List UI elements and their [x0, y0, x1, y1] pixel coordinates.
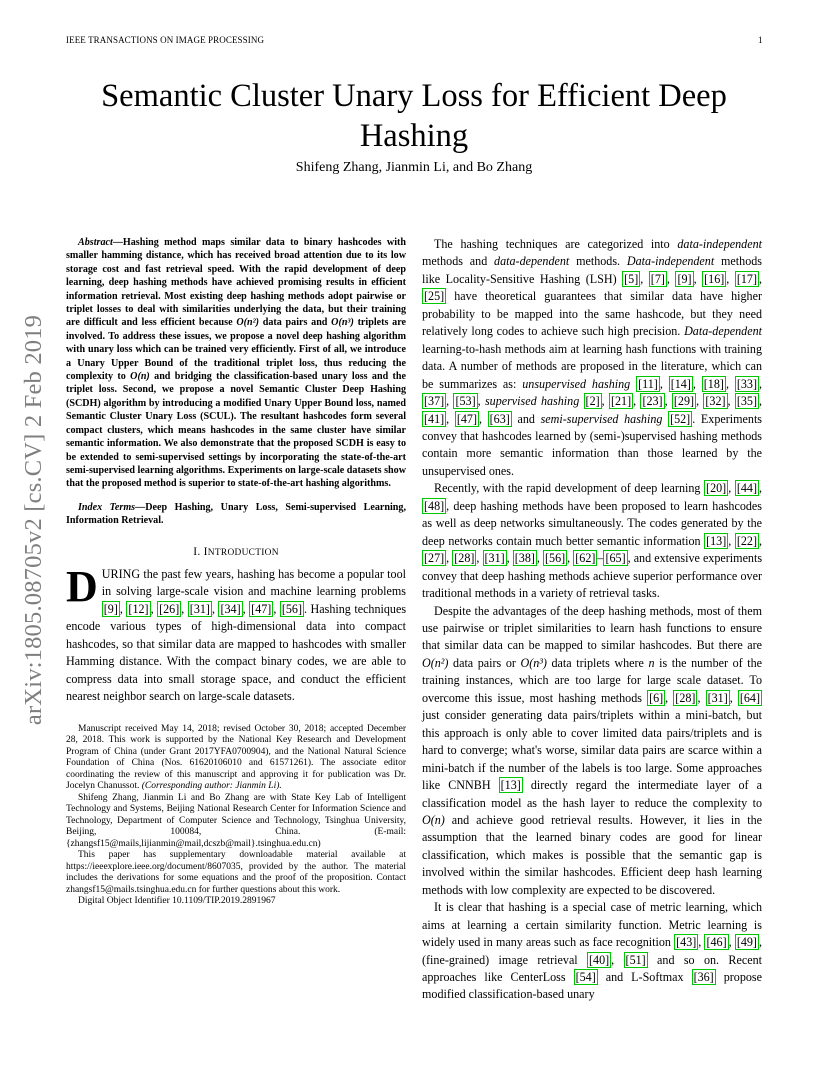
abstract-label: Abstract [78, 237, 113, 248]
drop-cap: D [66, 561, 98, 611]
citation-link[interactable]: [44] [736, 481, 757, 496]
citation-link[interactable]: [23] [642, 394, 663, 409]
paragraph-deep-hashing: Recently, with the rapid development of deep learning [20] , [44] , [48] , deep hashing methods have been proposed to learn hashcodes as well as deep networks simultaneously. The codes generated by the deep networks contain much better semantic information [13] , [22] , [27] , [28] , [31] , [38] , [56] , [62] – [65] , and extensive experiments convey that deep hashing methods achieve superior performance over traditional methods in a variety of retrieval tasks. [422, 481, 763, 601]
citation-link[interactable]: [31] [707, 690, 728, 705]
footnote-doi: Digital Object Identifier 10.1109/TIP.2019.2891967 [78, 896, 276, 907]
citation-link[interactable]: [38] [514, 551, 535, 566]
citation-link[interactable]: [33] [736, 376, 757, 391]
citation-link[interactable]: [35] [736, 394, 757, 409]
citation-link[interactable]: [5] [624, 271, 639, 286]
citation-link[interactable]: [32] [705, 394, 726, 409]
index-terms-label: Index Terms [78, 501, 136, 513]
citation-link[interactable]: [43] [676, 935, 697, 950]
citation-link[interactable]: [2] [585, 394, 600, 409]
citation-link[interactable]: [34] [220, 601, 241, 616]
citation-link[interactable]: [65] [605, 551, 626, 566]
page-number: 1 [758, 35, 763, 45]
citation-link[interactable]: [48] [424, 498, 445, 513]
section-heading-introduction: I. INTRODUCTION [193, 545, 279, 558]
citation-link[interactable]: [13] [500, 778, 521, 793]
citation-link[interactable]: [56] [281, 601, 303, 616]
citation-link[interactable]: [29] [673, 394, 695, 409]
citation-link[interactable]: [40] [589, 952, 610, 967]
abstract: Abstract—Hashing method maps similar data to binary hashcodes with smaller hamming distance, which has received broad attention due to its low storage cost and fast retrieval speed. With the rapid development of deep learning, deep hashing methods have achieved promising results in efficient information retrieval. Most existing deep hashing methods adopt pairwise or triplet losses to deal with similarities underlying the data, but their training are difficult and less efficient because O(n²) data pairs and O(n³) triplets are involved. To address these issues, we propose a novel deep hashing algorithm with unary loss which can be trained very efficiently. First of all, we introduce a Unary Upper Bound of the traditional triplet loss, thus reducing the complexity to O(n) and bridging the classification-based unary loss and the triplet loss. Second, we propose a novel Semantic Cluster Deep Hashing (SCDH) algorithm by introducing a modified Unary Upper Bound loss, named Semantic Cluster Unary Loss (SCUL). The resultant hashcodes form several compact clusters, which means hashcodes in the same cluster have similar semantic information. We also demonstrate that the proposed SCDH is easy to be extended to semi-supervised settings by incorporating the state-of-the-art semi-supervised learning algorithms. Experiments on large-scale datasets show that the proposed method is superior to state-of-the-art hashing algorithms. [66, 237, 406, 490]
citation-link[interactable]: [27] [424, 551, 445, 566]
citation-link[interactable]: [54] [575, 970, 596, 985]
citation-link[interactable]: [28] [675, 690, 696, 705]
citation-link[interactable]: [12] [128, 601, 149, 616]
citation-link[interactable]: [11] [638, 376, 658, 391]
index-terms: Index Terms—Deep Hashing, Unary Loss, Semi-supervised Learning, Information Retrieval. [66, 501, 406, 527]
citation-link[interactable]: [6] [649, 690, 664, 705]
citation-link[interactable]: [41] [424, 411, 445, 426]
citation-link[interactable]: [31] [484, 551, 505, 566]
right-column [422, 236, 762, 1004]
citation-link[interactable]: [37] [424, 394, 445, 409]
citation-link[interactable]: [18] [703, 376, 724, 391]
citation-link[interactable]: [62] [575, 551, 596, 566]
citation-link[interactable]: [14] [670, 376, 691, 391]
citation-link[interactable]: [21] [610, 394, 632, 409]
footnote-manuscript: Manuscript received May 14, 2018; revised October 30, 2018; accepted December 28, 2018. This work is supported by the National Key Research and Development Program of China (under Grant 2017YFA0700904), and the National Natural Science Foundation of China (Nos. 61620106010 and 61571261). The associate editor coordinating the review of this manuscript and approving it for publication was Dr. Jocelyn Chanussot. (Corresponding author: Jianmin Li). [66, 723, 406, 792]
citation-link[interactable]: [36] [693, 970, 714, 985]
citation-link[interactable]: [31] [189, 601, 210, 616]
paragraph-hashing-categories: The hashing techniques are categorized into data-independent methods and data-dependent methods. Data-independent methods like Locality-Sensitive Hashing (LSH) [5] , [7] , [9] , [16] , [17] , [25] have theoretical guarantees that similar data have higher probability to be mapped into the same hashcode, but they need relatively long codes to achieve such high precision. Data-dependent learning-to-hash methods aim at learning hash functions with training data. A number of methods are proposed in the literature, which can be summarizes as: unsupervised hashing [11] , [14] , [18] , [33] , [37] , [53] , supervised hashing [2] , [21] , [23] , [29] , [32] , [35] , [41] , [47] , [63] and semi-supervised hashing [52] . Experiments convey that hashcodes learned by (semi-)supervised hashing methods contain more semantic information than those learned by the unsupervised ones. [422, 237, 763, 478]
citation-link[interactable]: [63] [489, 411, 510, 426]
citation-link[interactable]: [64] [739, 690, 761, 705]
paragraph-metric-learning: It is clear that hashing is a special case of metric learning, which aims at learning a certain similarity function. Metric learning is widely used in many areas such as face recognition [43] , [46] , [49] , (fine-grained) image retrieval [40] , [51] and so on. Recent approaches like CenterLoss [54] and L-Softmax [36] propose modified classification-based unary [422, 900, 762, 1002]
citation-link[interactable]: [9] [677, 271, 692, 286]
citation-link[interactable]: [9] [103, 601, 118, 616]
intro-paragraph: DURING the past few years, hashing has become a popular tool in solving large-scale vision and machine learning problems [9] , [12] , [26] , [31] , [34] , [47] , [56] . Hashing techniques encode various types of high-dimensional data into compact hashcodes, so that similar data are mapped to hashcodes with smaller Hamming distance. With the compact binary codes, we are able to compress data into small storage space, and conduct the efficient nearest neighbor search on large-scale datasets. [66, 561, 407, 704]
citation-link[interactable]: [25] [424, 289, 445, 304]
paper-title: Semantic Cluster Unary Loss for Efficient Deep Hashing [101, 78, 727, 154]
citation-link[interactable]: [7] [650, 271, 665, 286]
author-list: Shifeng Zhang, Jianmin Li, and Bo Zhang [295, 160, 533, 175]
citation-link[interactable]: [51] [625, 952, 646, 967]
citation-link[interactable]: [47] [456, 411, 477, 426]
citation-link[interactable]: [22] [736, 533, 757, 548]
citation-link[interactable]: [49] [736, 935, 757, 950]
citation-link[interactable]: [46] [706, 935, 727, 950]
citation-link[interactable]: [26] [159, 601, 180, 616]
citation-link[interactable]: [16] [704, 271, 725, 286]
arxiv-watermark: arXiv:1805.08705v2 [cs.CV] 2 Feb 2019 [20, 314, 47, 726]
citation-link[interactable]: [17] [736, 271, 758, 286]
left-column [66, 236, 406, 908]
running-header: IEEE TRANSACTIONS ON IMAGE PROCESSING [66, 35, 265, 45]
citation-link[interactable]: [47] [251, 601, 272, 616]
paragraph-pairwise-limitations: Despite the advantages of the deep hashing methods, most of them use pairwise or triplet similarities to learn hash functions to ensure that similar data can be mapped to similar hashcodes. But there are O(n²) data pairs or O(n³) data triplets where n is the number of the training instances, which are too large for large scale dataset. To overcome this issue, most hashing methods [6] , [28] , [31] , [64] just consider generating data pairs/triplets within a mini-batch, but this approach is only able to cover limited data pairs/triplets and is hard to converge; what's worse, similar data pairs are scarce within a mini-batch if the number of the labels is too large. Some approaches like CNNBH [13] directly regard the intermediate layer of a classification model as the hash layer to reduce the complexity to O(n) and achieve good retrieval results. However, it lies in the assumption that the learned binary codes are good for linear classification, which makes is possible that the semantic gap is involved within the similar hashcodes. Efficient deep hash learning methods with low complexity are expected to be discovered. [422, 603, 763, 897]
citation-link[interactable]: [28] [454, 551, 475, 566]
citation-link[interactable]: [20] [706, 481, 727, 496]
citation-link[interactable]: [56] [545, 551, 566, 566]
citation-link[interactable]: [53] [455, 394, 476, 409]
footnote-affiliation: Shifeng Zhang, Jianmin Li and Bo Zhang are with State Key Lab of Intelligent Technology and Systems, Beijing National Research Center for Information Science and Technology, Department of Computer Science and Technology, Tsinghua University, Beijing, 100084, China. (E-mail: {zhangsf15@mails,lijianmin@mail,dcszb@mail}.tsinghua.edu.cn) [66, 792, 406, 849]
footnote-supplementary: This paper has supplementary downloadable material available at https://ieeexplore.ieee.org/document/8607035, provided by the author. The material includes the derivations for some equations and the proof of the proposition. Contact zhangsf15@mails.tsinghua.edu.cn for further questions about this work. [66, 850, 406, 895]
footnotes [66, 724, 406, 908]
citation-link[interactable]: [52] [670, 411, 691, 426]
citation-link[interactable]: [13] [706, 533, 727, 548]
